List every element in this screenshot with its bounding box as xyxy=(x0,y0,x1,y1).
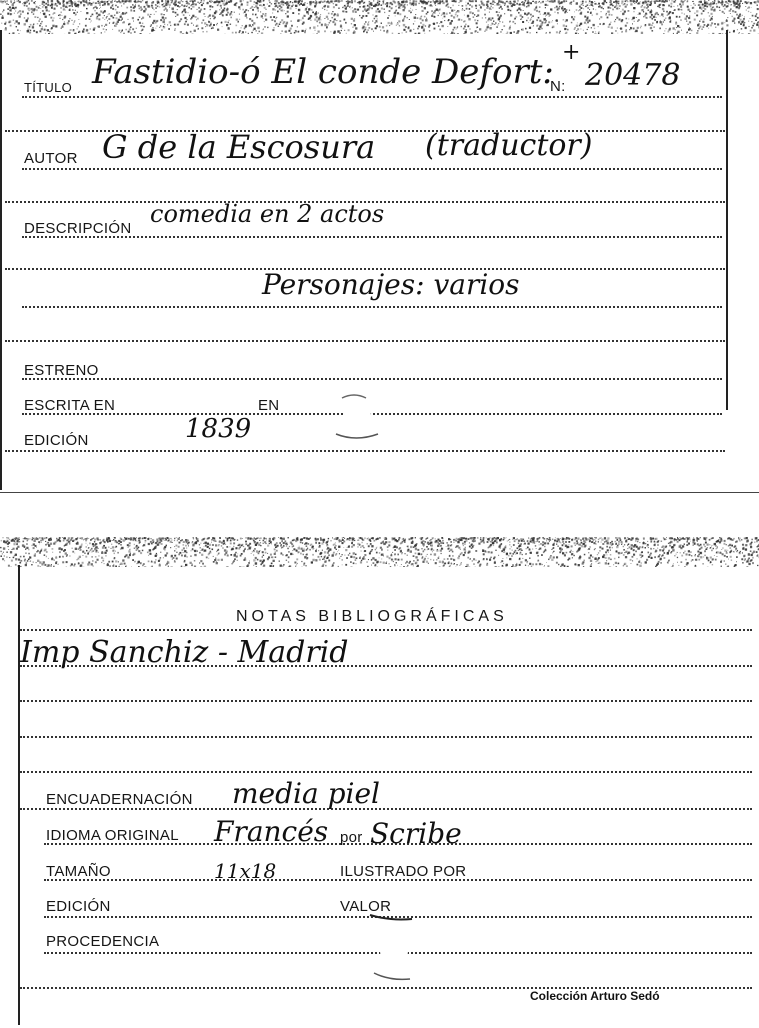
rule-line xyxy=(20,808,752,810)
catalog-card-main xyxy=(0,0,759,493)
punch-hole-mark xyxy=(360,909,430,989)
descripcion-value: comedia en 2 actos xyxy=(150,200,385,228)
rule-line xyxy=(20,771,752,773)
descripcion-label: DESCRIPCIÓN xyxy=(24,220,132,237)
tamano-value: 11x18 xyxy=(214,859,277,883)
rule-line xyxy=(5,340,725,342)
rule-line xyxy=(22,96,722,98)
en-label: EN xyxy=(258,397,280,414)
autor-note: (traductor) xyxy=(425,128,593,163)
numero-mark: + xyxy=(562,40,581,65)
valor-label: VALOR xyxy=(340,898,392,915)
edicion-value: 1839 xyxy=(185,414,252,444)
rule-line xyxy=(22,306,722,308)
rule-line xyxy=(22,378,722,380)
idioma-por-label: por xyxy=(340,829,363,846)
numero-label: N: xyxy=(550,78,566,95)
autor-value: G de la Escosura xyxy=(102,128,376,166)
procedencia-label: PROCEDENCIA xyxy=(46,933,160,950)
card-separator xyxy=(0,492,759,493)
card-edge-texture xyxy=(0,0,759,34)
personajes-value: Personajes: varios xyxy=(262,268,520,301)
edicion-label-notes: EDICIÓN xyxy=(46,898,111,915)
autor-label: AUTOR xyxy=(24,150,78,167)
encuadernacion-value: media piel xyxy=(232,777,380,810)
edicion-label: EDICIÓN xyxy=(24,432,89,449)
estreno-label: ESTRENO xyxy=(24,362,99,379)
punch-hole-mark xyxy=(322,386,392,446)
numero-value: 20478 xyxy=(585,58,681,93)
idioma-autor-value: Scribe xyxy=(370,817,462,850)
collection-credit: Colección Arturo Sedó xyxy=(530,989,660,1003)
card-right-edge xyxy=(726,30,728,410)
idioma-original-value: Francés xyxy=(214,815,329,848)
ilustrado-por-label: ILUSTRADO POR xyxy=(340,863,467,880)
card-edge-texture xyxy=(0,537,759,567)
rule-line xyxy=(20,629,752,631)
notas-value: Imp Sanchiz - Madrid xyxy=(20,635,349,670)
rule-line xyxy=(22,168,722,170)
escrita-en-label: ESCRITA EN xyxy=(24,397,116,414)
encuadernacion-label: ENCUADERNACIÓN xyxy=(46,791,193,808)
rule-line xyxy=(20,736,752,738)
card-left-edge xyxy=(18,565,20,1025)
idioma-original-label: IDIOMA ORIGINAL xyxy=(46,827,179,844)
card-left-edge xyxy=(0,30,2,490)
rule-line xyxy=(20,700,752,702)
catalog-card-notes xyxy=(0,537,759,1028)
titulo-label: TÍTULO xyxy=(24,80,73,95)
tamano-label: TAMAÑO xyxy=(46,863,111,880)
notas-heading: NOTAS BIBLIOGRÁFICAS xyxy=(236,608,508,625)
titulo-value: Fastidio-ó El conde Defort: xyxy=(92,52,554,92)
rule-line xyxy=(5,450,725,452)
